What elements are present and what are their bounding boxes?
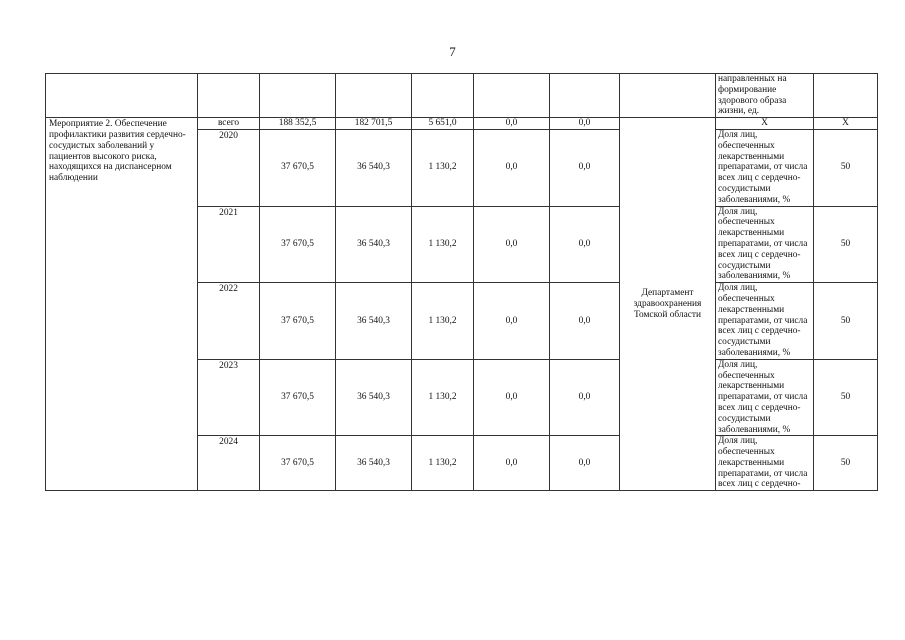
value-cell: 36 540,3 <box>336 283 412 360</box>
indicator-value: 50 <box>814 359 878 436</box>
value-cell: 0,0 <box>550 359 620 436</box>
total-indicator: Х <box>716 118 814 130</box>
prev-indicator-cell <box>716 74 814 118</box>
previous-row <box>46 74 878 118</box>
year-cell: 2023 <box>198 359 260 436</box>
value-cell: 37 670,5 <box>260 129 336 206</box>
value-cell: 36 540,3 <box>336 206 412 283</box>
value-cell: 36 540,3 <box>336 436 412 491</box>
total-v4: 0,0 <box>474 118 550 130</box>
total-v1: 188 352,5 <box>260 118 336 130</box>
program-table <box>45 73 878 491</box>
value-cell: 0,0 <box>474 283 550 360</box>
value-cell: 1 130,2 <box>412 206 474 283</box>
total-label: всего <box>198 118 260 130</box>
value-cell: 0,0 <box>550 436 620 491</box>
total-v3: 5 651,0 <box>412 118 474 130</box>
year-cell: 2021 <box>198 206 260 283</box>
year-cell: 2022 <box>198 283 260 360</box>
executor-cell <box>620 118 716 491</box>
value-cell: 0,0 <box>550 206 620 283</box>
indicator-cell: Доля лиц, обеспеченных лекарственными препаратами, от числа всех лиц с сердечно- <box>716 436 814 491</box>
page-number: 7 <box>449 44 456 59</box>
total-v5: 0,0 <box>550 118 620 130</box>
value-cell: 0,0 <box>550 129 620 206</box>
value-cell: 36 540,3 <box>336 129 412 206</box>
total-row <box>46 118 878 130</box>
value-cell: 37 670,5 <box>260 283 336 360</box>
value-cell: 1 130,2 <box>412 436 474 491</box>
indicator-cell: Доля лиц, обеспеченных лекарственными препаратами, от числа всех лиц с сердечно-сосудистыми заболеваниями, % <box>716 129 814 206</box>
value-cell: 1 130,2 <box>412 359 474 436</box>
value-cell: 0,0 <box>474 129 550 206</box>
value-cell: 0,0 <box>474 206 550 283</box>
indicator-value: 50 <box>814 283 878 360</box>
year-cell: 2024 <box>198 436 260 491</box>
indicator-cell: Доля лиц, обеспеченных лекарственными препаратами, от числа всех лиц с сердечно-сосудистыми заболеваниями, % <box>716 206 814 283</box>
value-cell: 36 540,3 <box>336 359 412 436</box>
prev-indicator-text: направленных на формирование здорового образа жизни, ед. <box>718 74 787 117</box>
value-cell: 1 130,2 <box>412 129 474 206</box>
indicator-cell: Доля лиц, обеспеченных лекарственными препаратами, от числа всех лиц с сердечно-сосудистыми заболеваниями, % <box>716 359 814 436</box>
value-cell: 37 670,5 <box>260 359 336 436</box>
indicator-value: 50 <box>814 206 878 283</box>
value-cell: 0,0 <box>550 283 620 360</box>
value-cell: 37 670,5 <box>260 436 336 491</box>
year-cell: 2020 <box>198 129 260 206</box>
event-title-cell <box>46 118 198 491</box>
indicator-value: 50 <box>814 129 878 206</box>
executor-text: Департамент здравоохранения Томской области <box>633 288 702 320</box>
indicator-cell: Доля лиц, обеспеченных лекарственными препаратами, от числа всех лиц с сердечно-сосудистыми заболеваниями, % <box>716 283 814 360</box>
value-cell: 0,0 <box>474 436 550 491</box>
value-cell: 0,0 <box>474 359 550 436</box>
total-value: Х <box>814 118 878 130</box>
total-v2: 182 701,5 <box>336 118 412 130</box>
event-title: Мероприятие 2. Обеспечение профилактики развития сердечно-сосудистых заболеваний у пациентов высокого риска, находящихся на диспансерном наблюдении <box>49 119 186 184</box>
value-cell: 37 670,5 <box>260 206 336 283</box>
value-cell: 1 130,2 <box>412 283 474 360</box>
indicator-value: 50 <box>814 436 878 491</box>
